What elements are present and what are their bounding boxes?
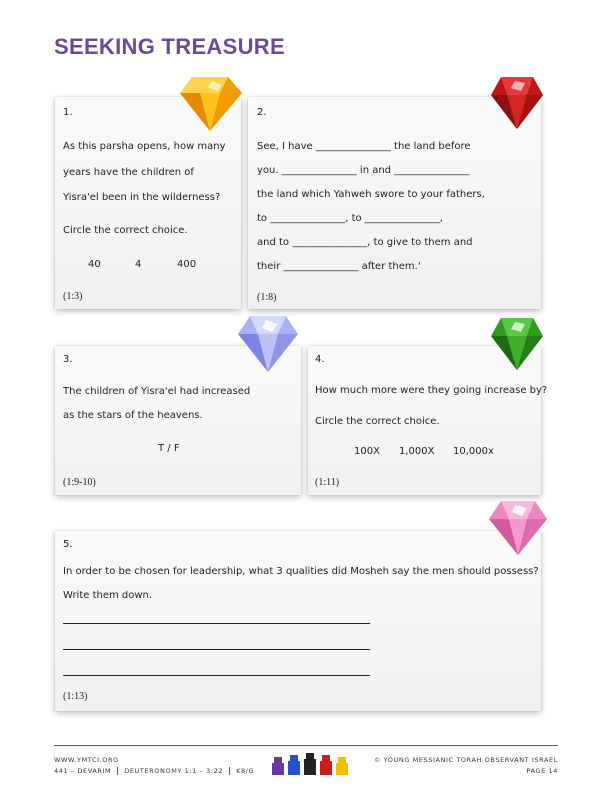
question-text-line: How much more were they going increase by? [315, 385, 548, 396]
question-number: 3. [63, 354, 73, 365]
footer-website[interactable]: WWW.YMTCI.ORG [54, 756, 119, 764]
question-text-line: Yisra'el been in the wilderness? [63, 192, 221, 203]
pink-gem-icon [487, 497, 549, 557]
fill-in-line: their _______________ after them.' [257, 261, 421, 272]
question-number: 1. [63, 107, 73, 118]
blue-gem-icon [236, 312, 300, 374]
choice-option[interactable]: 1,000X [399, 446, 435, 457]
choice-option[interactable]: 4 [135, 259, 142, 270]
answer-line[interactable] [63, 623, 370, 624]
true-false-choice[interactable]: T / F [158, 443, 180, 454]
question-text-line: In order to be chosen for leadership, what 3 qualities did Mosheh say the men should possess? [63, 566, 539, 577]
choice-option[interactable]: 400 [177, 259, 197, 270]
question-number: 2. [257, 107, 267, 118]
red-gem-icon [489, 73, 545, 131]
instruction-text: Circle the correct choice. [63, 225, 188, 236]
fill-in-line: and to _______________, to give to them and [257, 237, 473, 248]
question-number: 4. [315, 354, 325, 365]
footer-passage: DEUTERONOMY 1:1 – 3:22 [124, 767, 224, 775]
question-text-line: The children of Yisra'el had increased [63, 386, 251, 397]
fill-in-line: to _______________, to _______________, [257, 213, 443, 224]
question-card-5 [55, 531, 541, 711]
question-text-line: As this parsha opens, how many [63, 141, 226, 152]
question-text-line: as the stars of the heavens. [63, 410, 203, 421]
footer-separator [117, 767, 118, 775]
choice-option[interactable]: 10,000x [453, 446, 494, 457]
instruction-text: Circle the correct choice. [315, 416, 440, 427]
instruction-text: Write them down. [63, 590, 153, 601]
footer-grade: K8/G [236, 767, 255, 775]
fill-in-line: you. _______________ in and _______________ [257, 165, 470, 176]
footer-page-info [54, 767, 254, 775]
fill-in-line: See, I have _______________ the land before [257, 141, 471, 152]
fill-in-line: the land which Yahweh swore to your fathers, [257, 189, 485, 200]
scripture-reference: (1:9-10) [63, 477, 96, 488]
answer-line[interactable] [63, 649, 370, 650]
scripture-reference: (1:8) [257, 292, 277, 303]
ymtoi-logo-icon [270, 753, 352, 777]
answer-line[interactable] [63, 675, 370, 676]
footer-page-id: 441 – DEVARIM [54, 767, 112, 775]
page-title: SEEKING TREASURE [54, 34, 285, 59]
question-text-line: years have the children of [63, 167, 194, 178]
scripture-reference: (1:3) [63, 291, 83, 302]
footer-copyright: © YOUNG MESSIANIC TORAH OBSERVANT ISRAEL [373, 756, 558, 764]
choice-option[interactable]: 100X [354, 446, 380, 457]
green-gem-icon [489, 314, 545, 372]
scripture-reference: (1:13) [63, 691, 88, 702]
scripture-reference: (1:11) [315, 477, 340, 488]
question-number: 5. [63, 539, 73, 550]
yellow-gem-icon [178, 73, 244, 133]
answer-choices [308, 446, 541, 458]
answer-choices [55, 259, 241, 271]
footer-separator [229, 767, 230, 775]
choice-option[interactable]: 40 [88, 259, 101, 270]
footer-divider [54, 745, 558, 746]
footer-page-number: PAGE 14 [526, 767, 558, 775]
